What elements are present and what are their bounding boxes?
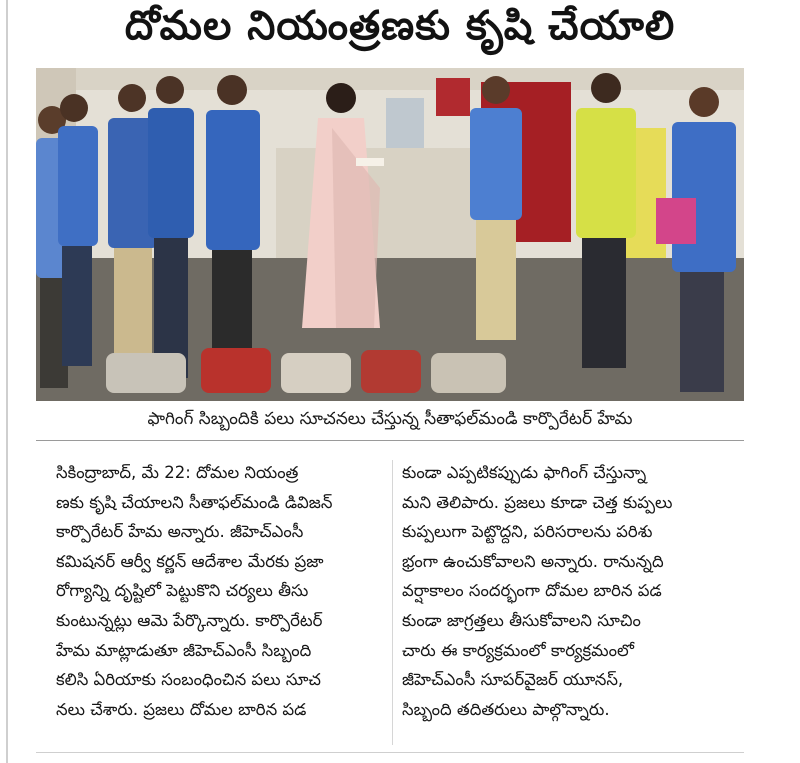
- body-line: మని తెలిపారు. ప్రజలు కూడా చెత్త కుప్పలు: [402, 492, 673, 512]
- body-line: సిబ్బంది తదితరులు పాల్గొన్నారు.: [402, 699, 610, 719]
- article-body-left: [56, 458, 406, 724]
- photo-caption: ఫాగింగ్ సిబ్బందికి పలు సూచనలు చేస్తున్న సీతాఫల్‌మండి కార్పొరేటర్ హేమ: [147, 409, 633, 429]
- body-line: భ్రంగా ఉంచుకోవాలని అన్నారు. రానున్నది: [402, 551, 664, 571]
- photo-window: [386, 98, 424, 148]
- headline: దోమల నియంత్రణకు కృషి చేయాలి: [124, 3, 676, 49]
- worker-4: [148, 76, 194, 378]
- body-line: కుండా ఎప్పటికప్పుడు ఫాగింగ్ చేస్తున్నా: [402, 463, 647, 482]
- body-line: నలు చేశారు. ప్రజలు దోమల బారిన పడ: [56, 699, 307, 719]
- body-line: కుంటున్నట్లు ఆమె పేర్కొన్నారు. కార్పొరేటర్: [56, 610, 323, 630]
- body-line: చారు ఈ కార్యక్రమంలో కార్యక్రమంలో: [402, 640, 634, 660]
- body-line: హేమ మాట్లాడుతూ జీహెచ్ఎంసీ సిబ్బంది: [56, 640, 312, 660]
- body-line: కలిసి ఏరియాకు సంబంధించిన పలు సూచ: [56, 670, 321, 690]
- worker-6: [470, 76, 522, 340]
- photo-illustration: [36, 68, 744, 401]
- page-left-rule: [6, 0, 8, 763]
- body-line: సికింద్రాబాద్, మే 22: దోమల నియంత్ర: [56, 463, 299, 482]
- article-body-right: [402, 458, 752, 724]
- body-line: కుప్పలుగా పెట్టొద్దని, పరిసరాలను పరిశు: [402, 522, 653, 542]
- photo-ceiling-band: [36, 68, 744, 90]
- body-line: వర్షాకాలం సందర్భంగా దోమల బారిన పడ: [402, 581, 662, 601]
- body-line: కార్పొరేటర్ హేమ అన్నారు. జీహెచ్ఎంసీ: [56, 522, 304, 542]
- fogging-machines: [106, 348, 506, 393]
- body-line: రోగ్యాన్ని దృష్టిలో పెట్టుకొని చర్యలు తీసు: [56, 581, 309, 601]
- caption-bottom-rule: [36, 440, 744, 441]
- worker-5: [206, 75, 260, 380]
- body-line: కుండా జాగ్రత్తలు తీసుకోవాలని సూచిం: [402, 610, 641, 630]
- photo-sign: [436, 78, 470, 116]
- worker-2: [58, 94, 98, 366]
- body-line: కమిషనర్ ఆర్వీ కర్ణన్ ఆదేశాల మేరకు ప్రజా: [56, 551, 324, 571]
- body-line: జీహెచ్ఎంసీ సూపర్‌వైజర్ యూనస్,: [402, 670, 624, 690]
- article-photo: [36, 68, 744, 401]
- column-separator: [392, 460, 393, 745]
- page-bottom-rule: [36, 752, 744, 753]
- body-line: ణకు కృషి చేయాలని సీతాఫల్‌మండి డివిజన్: [56, 492, 333, 512]
